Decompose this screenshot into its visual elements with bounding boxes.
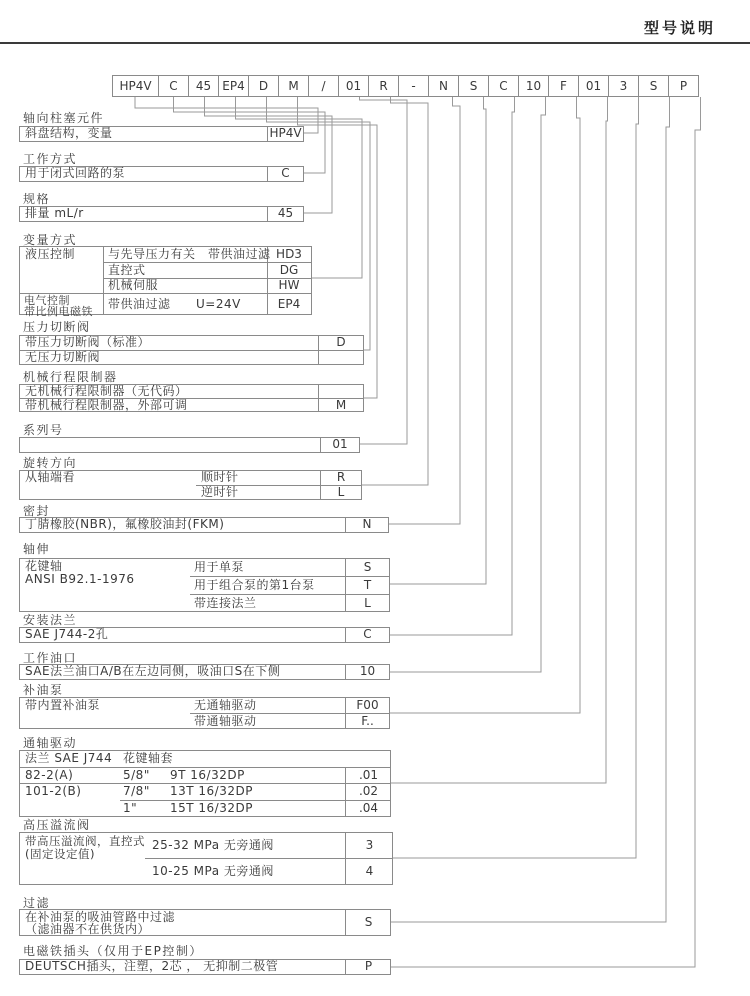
code-cell: HD3 — [276, 247, 302, 261]
model-code-segment: C — [158, 75, 189, 97]
section-title: 工作方式 — [23, 152, 78, 166]
model-code-segment: 01 — [338, 75, 369, 97]
option-label: (固定设定值) — [25, 847, 95, 861]
section-title: 压力切断阀 — [23, 320, 91, 334]
option-label: 25-32 MPa 无旁通阀 — [152, 838, 274, 852]
section-title: 机械行程限制器 — [23, 370, 118, 384]
model-code-segment: R — [368, 75, 399, 97]
section-title: 规格 — [23, 192, 51, 206]
option-label: 带供油过滤 — [108, 297, 171, 311]
code-cell: F00 — [356, 698, 379, 712]
option-label: 花键轴 — [25, 559, 63, 573]
section-title: 轴伸 — [23, 542, 51, 556]
section-title: 密封 — [23, 504, 51, 518]
option-label: 1" — [123, 801, 138, 815]
option-label: 9T 16/32DP — [170, 768, 245, 782]
model-code-segment: S — [458, 75, 489, 97]
model-code-segment: M — [278, 75, 309, 97]
code-cell: HP4V — [269, 126, 302, 140]
model-code-segment: N — [428, 75, 459, 97]
model-code-segment: 10 — [518, 75, 549, 97]
option-label: 排量 mL/r — [25, 206, 84, 220]
section-table — [19, 437, 360, 453]
section-title: 轴向柱塞元件 — [23, 111, 105, 125]
code-cell: S — [363, 560, 372, 574]
option-label: 电气控制 — [24, 294, 70, 307]
option-label: 无机械行程限制器（无代码） — [25, 384, 188, 398]
section-title: 补油泵 — [23, 683, 64, 697]
code-cell: .01 — [358, 768, 379, 782]
column-header: 法兰 SAE J744 — [25, 751, 113, 765]
option-label: 顺时针 — [201, 470, 239, 484]
model-code-segment: EP4 — [218, 75, 249, 97]
option-label: 用于单泵 — [194, 560, 245, 574]
option-label: ANSI B92.1-1976 — [25, 572, 135, 586]
column-divider — [103, 246, 104, 315]
section-title: 电磁铁插头（仅用于EP控制） — [23, 944, 203, 958]
option-label: 在补油泵的吸油管路中过滤 — [25, 910, 176, 924]
model-code-segment: S — [638, 75, 669, 97]
section-title: 变量方式 — [23, 233, 78, 247]
option-label: （滤油器不在供货内） — [25, 922, 151, 936]
option-label: 10-25 MPa 无旁通阀 — [152, 864, 274, 878]
model-code-segment: 01 — [578, 75, 609, 97]
option-label: 液压控制 — [25, 247, 76, 261]
option-label: 无通轴驱动 — [194, 698, 257, 712]
option-label: 机械伺服 — [108, 278, 159, 292]
option-label: 82-2(A) — [25, 768, 74, 782]
option-label: 带高压溢流阀，直控式 — [25, 834, 145, 848]
model-code-segment: / — [308, 75, 339, 97]
code-cell: 10 — [359, 664, 376, 678]
section-title: 通轴驱动 — [23, 736, 78, 750]
option-label: 带内置补油泵 — [25, 698, 101, 712]
option-label: 13T 16/32DP — [170, 784, 253, 798]
section-title: 高压溢流阀 — [23, 818, 91, 832]
code-cell: HW — [278, 278, 300, 292]
option-label: 带机械行程限制器，外部可调 — [25, 398, 188, 412]
option-label: 丁腈橡胶(NBR)，氟橡胶油封(FKM) — [25, 517, 225, 531]
code-cell: C — [281, 166, 290, 180]
option-label: 与先导压力有关 带供油过滤 — [108, 247, 271, 261]
option-label: 从轴端看 — [25, 470, 76, 484]
model-code-segment: - — [398, 75, 429, 97]
model-code-row — [112, 75, 699, 97]
option-label: 带压力切断阀（标准） — [25, 335, 151, 349]
model-code-segment: D — [248, 75, 279, 97]
option-label: SAE法兰油口A/B在左边同侧，吸油口S在下侧 — [25, 664, 281, 678]
code-cell: S — [364, 915, 373, 929]
code-cell: N — [362, 517, 372, 531]
model-code-segment: C — [488, 75, 519, 97]
section-title: 安装法兰 — [23, 613, 78, 627]
page-title: 型号说明 — [643, 19, 716, 37]
code-cell: T — [363, 578, 372, 592]
option-label: 15T 16/32DP — [170, 801, 253, 815]
model-code-segment: P — [668, 75, 699, 97]
model-code-segment: 45 — [188, 75, 219, 97]
code-cell: .04 — [358, 801, 379, 815]
code-cell: 4 — [365, 864, 374, 878]
option-label: SAE J744-2孔 — [25, 627, 109, 641]
code-cell: R — [336, 470, 346, 484]
option-label: 5/8" — [123, 768, 150, 782]
section-title: 系列号 — [23, 423, 64, 437]
option-label: 无压力切断阀 — [25, 350, 101, 364]
code-cell: D — [336, 335, 346, 349]
column-header: 花键轴套 — [123, 751, 174, 765]
header-rule — [0, 42, 750, 44]
code-cell: L — [364, 596, 371, 610]
option-label: 101-2(B) — [25, 784, 82, 798]
section-title: 过滤 — [23, 896, 51, 910]
code-cell: M — [335, 398, 347, 412]
option-label: 7/8" — [123, 784, 150, 798]
code-cell: 3 — [365, 838, 374, 852]
code-cell: EP4 — [277, 297, 301, 311]
code-cell: C — [363, 627, 372, 641]
option-label: 逆时针 — [201, 485, 239, 499]
option-label: 带连接法兰 — [194, 596, 257, 610]
option-label: 带通轴驱动 — [194, 714, 257, 728]
code-cell: F.. — [361, 714, 374, 728]
option-label: 用于闭式回路的泵 — [25, 166, 126, 180]
option-label: DEUTSCH插头，注塑，2芯 ， 无抑制二极管 — [25, 959, 279, 973]
code-cell: P — [364, 959, 373, 973]
option-label: 斜盘结构，变量 — [25, 126, 113, 140]
model-code-segment: 3 — [608, 75, 639, 97]
option-label: 用于组合泵的第1台泵 — [194, 578, 315, 592]
code-cell: .02 — [358, 784, 379, 798]
option-label: 直控式 — [108, 263, 146, 277]
section-title: 工作油口 — [23, 651, 78, 665]
code-cell: 45 — [277, 206, 294, 220]
code-cell: DG — [279, 263, 299, 277]
option-label: 带比例电磁铁 — [24, 305, 93, 318]
model-code-segment: F — [548, 75, 579, 97]
model-code-segment: HP4V — [112, 75, 159, 97]
code-cell: 01 — [332, 437, 348, 451]
code-cell: L — [337, 485, 345, 499]
option-label: U=24V — [196, 297, 241, 311]
section-title: 旋转方向 — [23, 456, 78, 470]
